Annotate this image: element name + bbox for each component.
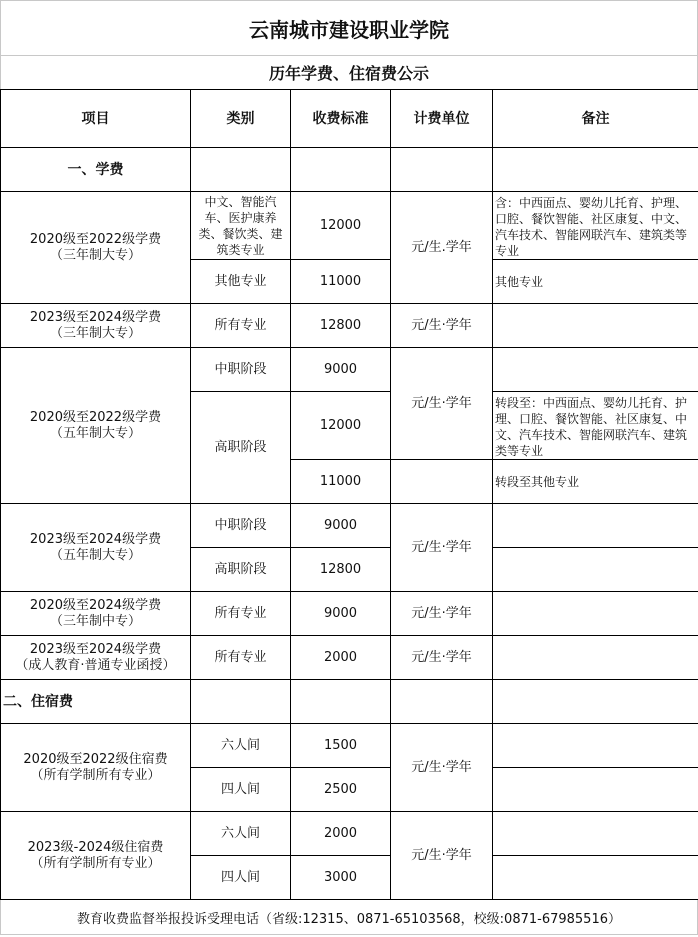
complaint-hotline-footer: 教育收费监督举报投诉受理电话（省级:12315、0871-65103568，校级:0871-67985516） bbox=[0, 900, 698, 935]
unit-cell: 元/生·学年 bbox=[391, 304, 493, 348]
section-row-tuition bbox=[1, 148, 698, 192]
note-cell: 转段至：中西面点、婴幼儿托育、护理、口腔、餐饮智能、社区康复、中文、汽车技术、智能网联汽车、建筑类等专业 bbox=[493, 392, 698, 460]
category-cell: 高职阶段 bbox=[191, 392, 291, 504]
category-cell: 四人间 bbox=[191, 856, 291, 900]
item-cell: 2023级至2024级学费 （成人教育·普通专业函授） bbox=[1, 636, 191, 680]
category-cell: 中职阶段 bbox=[191, 348, 291, 392]
section-row-lodging bbox=[1, 680, 698, 724]
item-cell: 2023级至2024级学费 （三年制大专） bbox=[1, 304, 191, 348]
item-cell: 2023级至2024级学费 （五年制大专） bbox=[1, 504, 191, 592]
category-cell: 其他专业 bbox=[191, 260, 291, 304]
category-cell: 中文、智能汽车、医护康养类、餐饮类、建筑类专业 bbox=[191, 192, 291, 260]
unit-cell: 元/生·学年 bbox=[391, 348, 493, 460]
table-row bbox=[1, 348, 698, 392]
fee-cell: 9000 bbox=[291, 348, 391, 392]
header-item: 项目 bbox=[1, 90, 191, 148]
table-row bbox=[1, 724, 698, 768]
section-title-lodging: 二、住宿费 bbox=[1, 680, 191, 724]
fee-cell: 12800 bbox=[291, 548, 391, 592]
note-cell: 含：中西面点、婴幼儿托育、护理、口腔、餐饮智能、社区康复、中文、汽车技术、智能网联汽车、建筑类等专业 bbox=[493, 192, 698, 260]
header-unit: 计费单位 bbox=[391, 90, 493, 148]
table-row bbox=[1, 592, 698, 636]
fee-cell: 2000 bbox=[291, 636, 391, 680]
unit-cell: 元/生·学年 bbox=[391, 636, 493, 680]
section-title-tuition: 一、学费 bbox=[1, 148, 191, 192]
header-fee: 收费标准 bbox=[291, 90, 391, 148]
category-cell: 六人间 bbox=[191, 812, 291, 856]
unit-cell: 元/生·学年 bbox=[391, 504, 493, 592]
item-cell: 2020级至2024级学费 （三年制中专） bbox=[1, 592, 191, 636]
fee-cell: 11000 bbox=[291, 460, 391, 504]
category-cell: 六人间 bbox=[191, 724, 291, 768]
table-row bbox=[1, 636, 698, 680]
fee-cell: 12000 bbox=[291, 392, 391, 460]
table-row bbox=[1, 504, 698, 548]
header-row bbox=[1, 90, 698, 148]
item-cell: 2020级至2022级学费 （三年制大专） bbox=[1, 192, 191, 304]
item-cell: 2020级至2022级住宿费 （所有学制所有专业） bbox=[1, 724, 191, 812]
unit-cell: 元/生·学年 bbox=[391, 592, 493, 636]
category-cell: 所有专业 bbox=[191, 636, 291, 680]
table-row bbox=[1, 304, 698, 348]
category-cell: 所有专业 bbox=[191, 592, 291, 636]
fee-table bbox=[0, 89, 698, 900]
note-cell: 其他专业 bbox=[493, 260, 698, 304]
item-cell: 2023级-2024级住宿费 （所有学制所有专业） bbox=[1, 812, 191, 900]
page-subtitle: 历年学费、住宿费公示 bbox=[0, 55, 698, 89]
fee-cell: 12800 bbox=[291, 304, 391, 348]
fee-cell: 2500 bbox=[291, 768, 391, 812]
fee-cell: 1500 bbox=[291, 724, 391, 768]
table-row bbox=[1, 812, 698, 856]
header-note: 备注 bbox=[493, 90, 698, 148]
fee-cell: 11000 bbox=[291, 260, 391, 304]
note-cell: 转段至其他专业 bbox=[493, 460, 698, 504]
fee-cell: 2000 bbox=[291, 812, 391, 856]
fee-cell: 3000 bbox=[291, 856, 391, 900]
fee-cell: 12000 bbox=[291, 192, 391, 260]
page-title: 云南城市建设职业学院 bbox=[0, 0, 698, 55]
unit-cell: 元/生.学年 bbox=[391, 192, 493, 304]
fee-cell: 9000 bbox=[291, 592, 391, 636]
unit-cell: 元/生·学年 bbox=[391, 812, 493, 900]
unit-cell: 元/生·学年 bbox=[391, 724, 493, 812]
category-cell: 高职阶段 bbox=[191, 548, 291, 592]
table-row bbox=[1, 192, 698, 260]
item-cell: 2020级至2022级学费 （五年制大专） bbox=[1, 348, 191, 504]
category-cell: 四人间 bbox=[191, 768, 291, 812]
category-cell: 中职阶段 bbox=[191, 504, 291, 548]
fee-cell: 9000 bbox=[291, 504, 391, 548]
category-cell: 所有专业 bbox=[191, 304, 291, 348]
header-category: 类别 bbox=[191, 90, 291, 148]
